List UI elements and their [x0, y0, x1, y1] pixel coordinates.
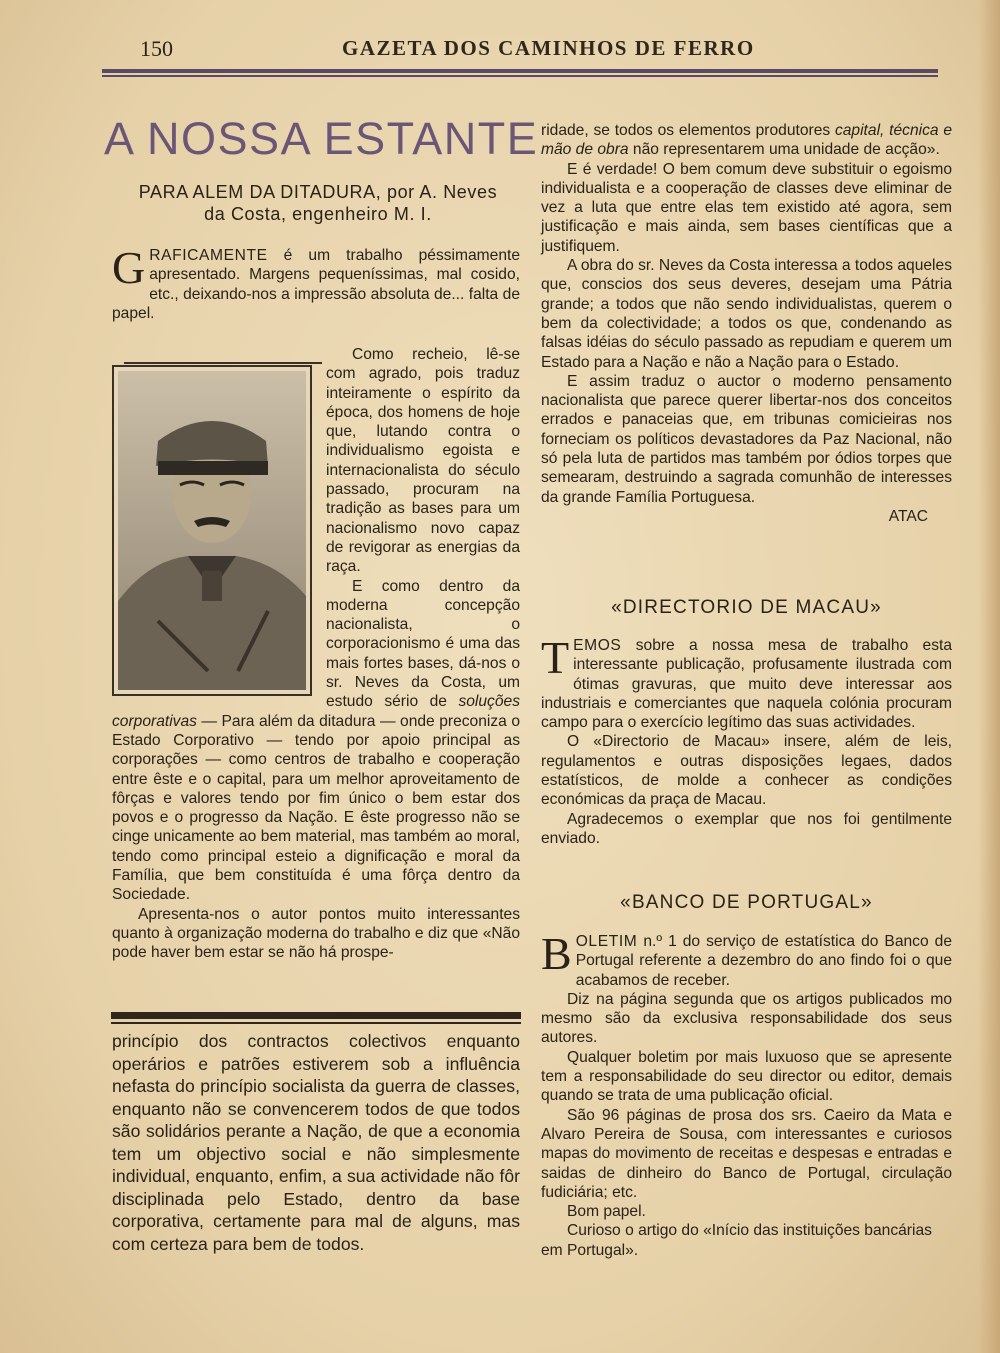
subtitle-line-1: PARA ALEM DA DITADURA, por A. Neves	[138, 182, 498, 202]
macau-paragraph-1: sobre a nossa mesa de trabalho esta interessante publicação, profusamente ilustrada com ótimas gravuras, que muito deve interessar aos industriais e comerciantes que naquela colónia procuram campo para o exercício legítimo das suas actividades.	[541, 637, 952, 732]
signature: ATAC	[888, 507, 928, 525]
banco-paragraph-6: Curioso o artigo do «Início das instituições bancárias em Portugal».	[541, 1222, 932, 1259]
page-number: 150	[140, 36, 173, 61]
drop-cap: G	[112, 242, 146, 293]
banco-paragraph-1: n.º 1 do serviço de estatística do Banco de Portugal referente a dezembro do ano findo foi o que acabamos de receber.	[575, 933, 952, 989]
intro-text: é um trabalho péssimamente apresentado. Margens pequeníssimas, mal cosido, etc., deixando-nos a impressão absoluta de... falta de papel.	[112, 247, 520, 322]
macau-drop-cap: T	[541, 632, 570, 683]
column-break-rule	[111, 1012, 521, 1019]
article-continuation	[112, 1030, 520, 1255]
macau-paragraph-2: O «Directorio de Macau» insere, além de leis, regulamentos e outras disposições legaes, dados estatísticos, de molde a conhecer as condições económicas da praça de Macau.	[541, 733, 952, 809]
banco-paragraph-4: São 96 páginas de prosa dos srs. Caeiro da Mata e Alvaro Pereira de Sousa, com interessantes e curiosos mapas do movimento de receitas e despesas e entradas e saidas de dinheiro do Banco de Portugal, circulação fudiciária; etc.	[541, 1106, 952, 1201]
right-paragraph-3: A obra do sr. Neves da Costa interessa a todos aqueles que, conscios dos seus deveres, desejam uma Pátria grande; a todos que não sendo individualistas, querem o bem da colectividade; a todos os que, condenando as falsas idéias do século passado as repudiam e querem um Estado para a Nação e não a Nação para o Estado.	[541, 257, 952, 371]
right-p1-emphasis: capital, técnica e mão de obra	[541, 122, 953, 159]
right-paragraph-4: E assim traduz o auctor o moderno pensamento nacionalista que parece querer libertar-nos dos conceitos errados e panaceias que, em tribunas comicieiras nos forneciam os políticos devastadores da Paz Nacional, não só pela luta de partidos mas também por ódios torpes que semearam, destruindo a sagrada comunhão de interesses da grande Família Portuguesa.	[541, 372, 952, 506]
section-title: A NOSSA ESTANTE	[104, 113, 539, 164]
right-paragraph-2: E é verdade! O bem comum deve substituir o egoismo individualista e a cooperação de classes deve eliminar de vez a luta que entre elas tem existido até agora, sem justificação e mais ainda, sem bases científicas que a justifiquem.	[541, 160, 952, 255]
macau-article	[541, 632, 952, 848]
macau-paragraph-3: Agradecemos o exemplar que nos foi gentilmente enviado.	[541, 810, 952, 847]
right-p1-end: não representarem uma unidade de acção».	[628, 141, 940, 159]
article-intro	[112, 242, 520, 325]
macau-title: «DIRECTORIO DE MACAU»	[611, 597, 882, 618]
paragraph-2: Como recheio, lê-se com agrado, pois traduz inteiramente o espírito da época, dos homens de hoje que, lutando contra o individualismo egoista e internacionalista do século passado, procuram na tradição as bases para um nacionalismo novo capaz de revigorar as energias da raça.	[326, 346, 520, 576]
banco-paragraph-2: Diz na página segunda que os artigos publicados mo mesmo são da exclusiva responsabilidade dos seus autores.	[541, 990, 952, 1047]
intro-smallcaps: RAFICAMENTE	[149, 247, 268, 264]
banco-smallcaps: OLETIM	[575, 933, 638, 950]
column-break-rule-thin	[111, 1022, 521, 1024]
macau-smallcaps: EMOS	[573, 637, 622, 654]
article-body	[112, 345, 520, 963]
paragraph-4: Apresenta-nos o autor pontos muito interessantes quanto à organização moderna do trabalho e diz que «Não pode haver bem estar se não há prospe-	[112, 905, 520, 962]
running-title: GAZETA DOS CAMINHOS DE FERRO	[342, 36, 755, 60]
banco-title: «BANCO DE PORTUGAL»	[620, 892, 873, 913]
paragraph-3-end: — Para além da ditadura — onde preconiza o Estado Corporativo — tendo por apoio principal as corporações — como centros de trabalho e cooperação entre êste e o capital, para um melhor aproveitamento de fôrças e valores tendo por fim único o bem estar dos povos e o progresso da Nação. E êste progresso não se cinge unicamente ao bem material, mas também ao moral, tendo como principal esteio a dignificação e moral da Família, que bem constituída é uma fôrça dentro da Sociedade.	[112, 712, 520, 904]
right-p1-start: ridade, se todos os elementos produtores	[541, 122, 835, 139]
photo-float-space	[112, 345, 326, 697]
banco-drop-cap: B	[541, 928, 572, 979]
header-rule-thin	[102, 75, 938, 77]
right-paragraph-1	[541, 121, 952, 160]
page-edge-shadow	[978, 0, 1000, 1353]
banco-paragraph-3: Qualquer boletim por mais luxuoso que se apresente tem a responsabilidade do seu director ou editor, demais quando se trata de uma publicação oficial.	[541, 1048, 952, 1105]
article-subtitle	[108, 181, 528, 225]
right-column-article	[541, 121, 952, 526]
paragraph-3-start: E como dentro da moderna concepção nacionalista, o corporacionismo é uma das mais fortes bases, dá-nos o sr. Neves da Costa, um estudo sério de	[326, 577, 520, 711]
paragraph-3-emphasis: soluções corporativas	[112, 693, 520, 730]
paragraph-5: princípio dos contractos colectivos enquanto operários e patrões estiverem sob a influência nefasta do princípio socialista da guerra de classes, enquanto não se convencerem todos de que todos são solidários perante a Nação, de que a economia tem um objectivo social e não simplesmente individual, enquanto, enfim, a sua actividade não fôr disciplinada pelo Estado, dentro da base corporativa, certamente para mal de alguns, mas com certeza para bem de todos.	[112, 1031, 520, 1254]
header-rule	[102, 69, 938, 73]
subtitle-line-2: da Costa, engenheiro M. I.	[204, 204, 432, 224]
banco-article	[541, 928, 952, 1260]
banco-paragraph-5: Bom papel.	[567, 1203, 646, 1221]
